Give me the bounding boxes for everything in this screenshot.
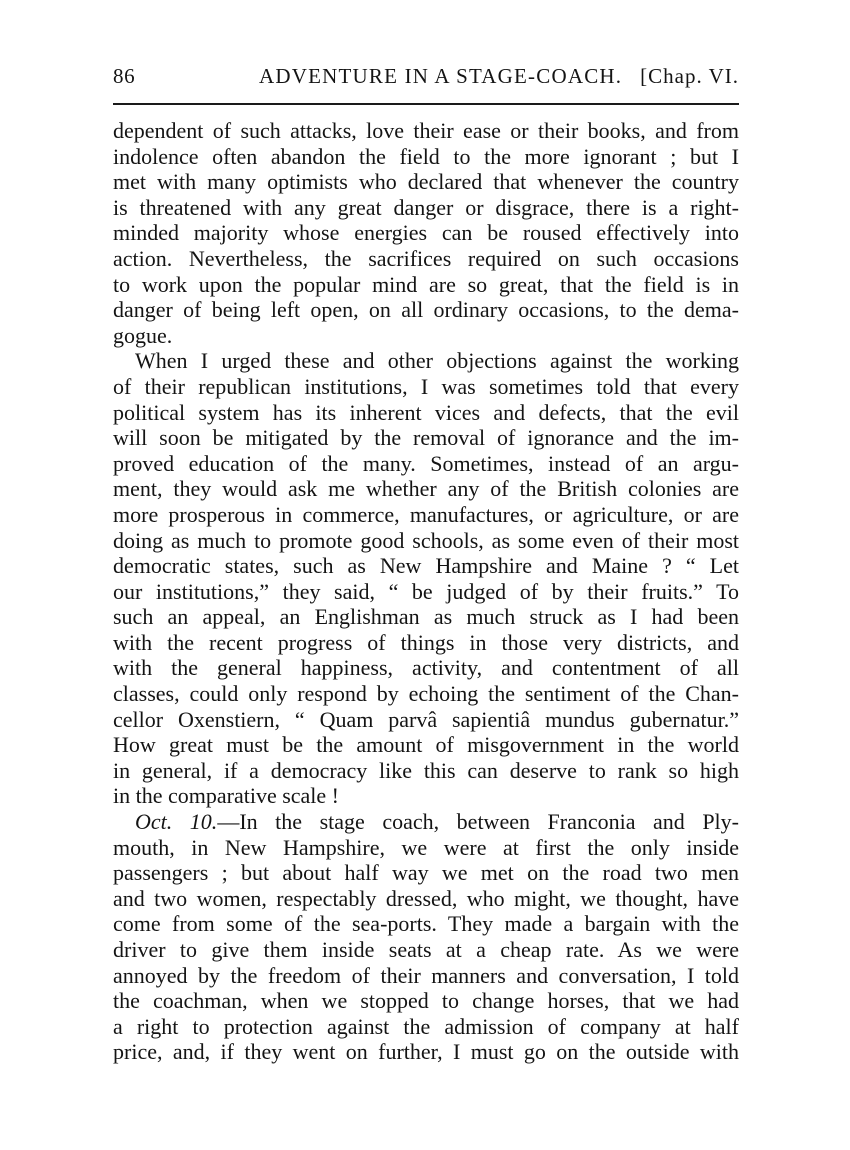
page-header	[113, 64, 739, 94]
text-line: is threatened with any great danger or disgrace, there is a right-	[113, 194, 739, 220]
text-line: gogue.	[113, 322, 173, 348]
dash: —	[217, 809, 240, 835]
text-line: democratic states, such as New Hampshire and Maine ? “ Let	[113, 553, 739, 579]
text-line: in the comparative scale !	[113, 783, 340, 809]
text-line: will soon be mitigated by the removal of ignorance and the im-	[113, 425, 739, 451]
text-line: with the recent progress of things in those very districts, and	[113, 629, 739, 655]
text-line: action. Nevertheless, the sacrifices required on such occasions	[113, 245, 739, 271]
text-line: the coachman, when we stopped to change horses, that we had	[113, 988, 739, 1014]
dated-line-text: In the stage coach, between Franconia and Ply-	[239, 809, 739, 835]
text-line: minded majority whose energies can be roused effectively into	[113, 220, 739, 246]
text-line: When I urged these and other objections against the working	[135, 348, 739, 374]
text-line: indolence often abandon the field to the more ignorant ; but I	[113, 143, 739, 169]
text-line-dated	[113, 809, 739, 835]
text-line: with the general happiness, activity, and contentment of all	[113, 655, 739, 681]
text-line: a right to protection against the admission of company at half	[113, 1013, 739, 1039]
text-line: come from some of the sea-ports. They made a bargain with the	[113, 911, 739, 937]
text-line: cellor Oxenstiern, “ Quam parvâ sapientiâ mundus gubernatur.”	[113, 706, 739, 732]
text-line: ment, they would ask me whether any of the British colonies are	[113, 476, 739, 502]
page-number: 86	[113, 64, 136, 88]
chapter-label: [Chap. VI.	[640, 64, 739, 88]
text-line: passengers ; but about half way we met on the road two men	[113, 860, 739, 886]
body-text	[113, 118, 739, 1065]
text-line: met with many optimists who declared that whenever the country	[113, 169, 739, 195]
text-line: in general, if a democracy like this can deserve to rank so high	[113, 757, 739, 783]
text-line: mouth, in New Hampshire, we were at first the only inside	[113, 834, 739, 860]
text-line: annoyed by the freedom of their manners and conversation, I told	[113, 962, 739, 988]
text-line: How great must be the amount of misgovernment in the world	[113, 732, 739, 758]
header-rule	[113, 103, 739, 105]
text-line: driver to give them inside seats at a cheap rate. As we were	[113, 937, 739, 962]
text-line: and two women, respectably dressed, who might, we thought, have	[113, 885, 739, 911]
text-line: danger of being left open, on all ordinary occasions, to the dema-	[113, 297, 739, 323]
text-line: proved education of the many. Sometimes, instead of an argu-	[113, 450, 739, 476]
running-title: ADVENTURE IN A STAGE-COACH.	[259, 64, 623, 88]
text-line: to work upon the popular mind are so great, that the field is in	[113, 271, 739, 297]
text-line: our institutions,” they said, “ be judged of by their fruits.” To	[113, 578, 739, 604]
text-line: of their republican institutions, I was sometimes told that every	[113, 373, 739, 399]
text-line: more prosperous in commerce, manufactures, or agriculture, or are	[113, 501, 739, 527]
text-line: dependent of such attacks, love their ease or their books, and from	[113, 118, 739, 143]
date-label: Oct. 10.	[135, 809, 218, 835]
text-line: price, and, if they went on further, I must go on the outside with	[113, 1039, 739, 1065]
text-line: political system has its inherent vices and defects, that the evil	[113, 399, 739, 425]
text-line: such an appeal, an Englishman as much struck as I had been	[113, 604, 739, 630]
text-line: doing as much to promote good schools, as some even of their most	[113, 527, 739, 553]
text-line: classes, could only respond by echoing the sentiment of the Chan-	[113, 681, 739, 707]
